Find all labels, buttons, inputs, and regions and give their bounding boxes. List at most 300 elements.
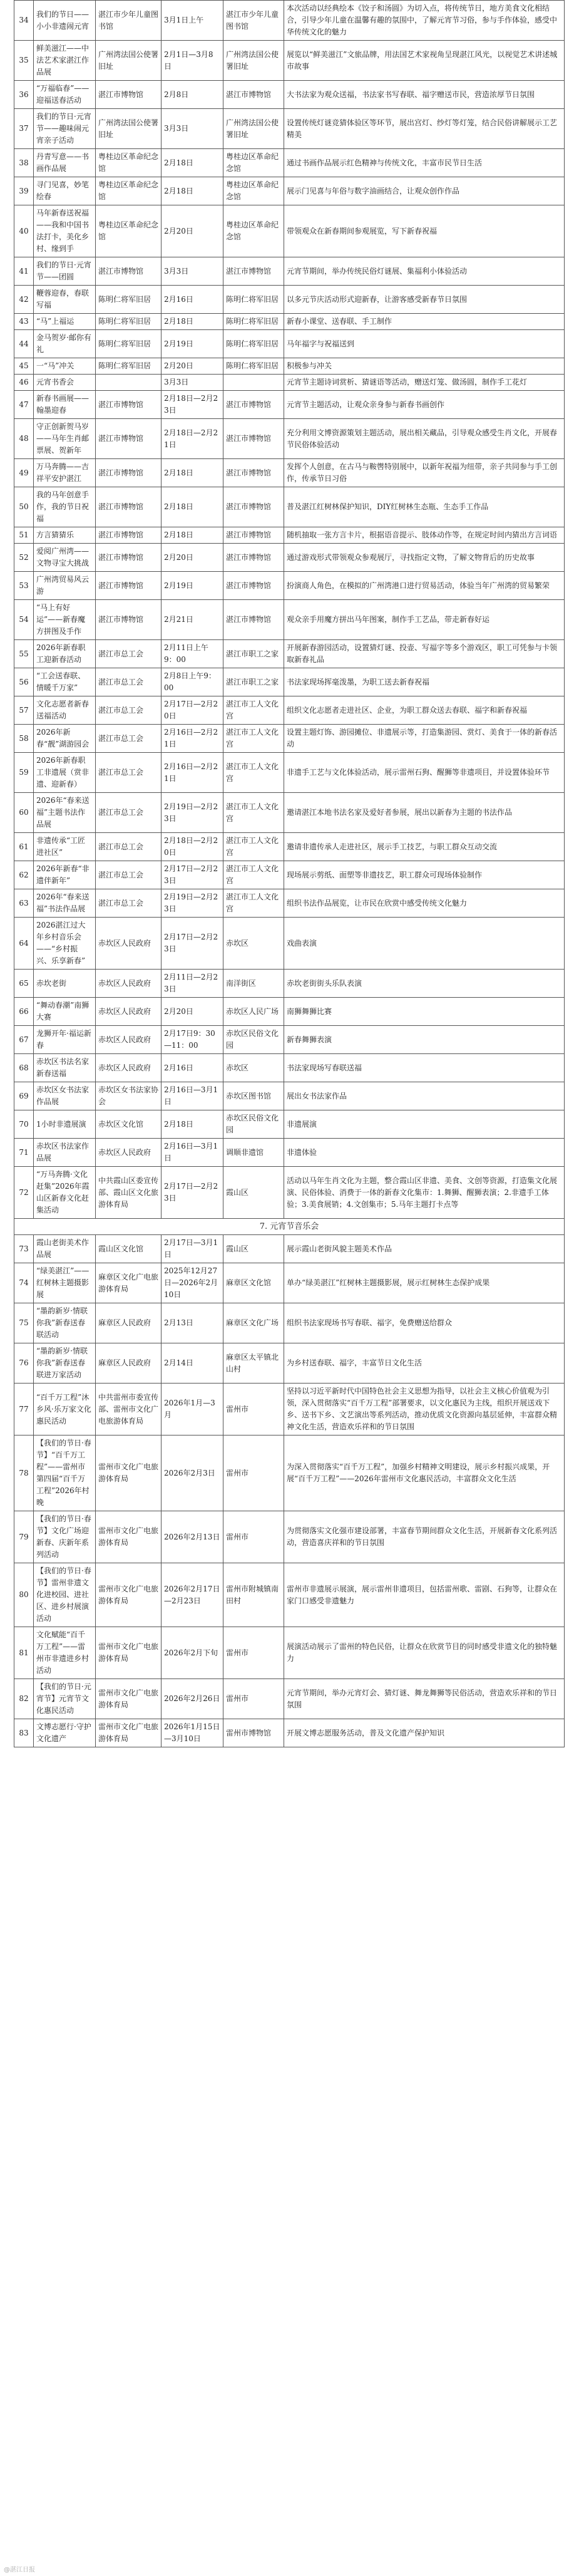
activity-content: 为乡村送春联、福字，丰富节日文化生活 (284, 1343, 565, 1384)
activity-name: 文化赋能“百千万工程”——雷州市非遗进乡村活动 (34, 1627, 96, 1679)
table-row (14, 1235, 565, 1263)
table-row (14, 753, 565, 793)
activity-venue: 雷州市附城镇南田村 (223, 1563, 284, 1627)
activity-name: 鲜美滋江——中法艺术家湛江作品展 (34, 41, 96, 81)
activity-name: 守正创新贺马岁——马年生肖邮票展、贺新年 (34, 419, 96, 459)
activity-venue: 湛江市博物馆 (223, 600, 284, 640)
row-number: 45 (14, 358, 34, 375)
organizer: 赤坎区人民政府 (96, 1026, 161, 1054)
table-row (14, 41, 565, 81)
activity-venue: 广州湾法国公使署旧址 (223, 109, 284, 149)
row-number: 38 (14, 149, 34, 177)
row-number: 44 (14, 330, 34, 358)
activity-name: “马”上福运 (34, 314, 96, 330)
table-row (14, 149, 565, 177)
row-number: 82 (14, 1679, 34, 1719)
organizer: 赤坎区人民政府 (96, 1054, 161, 1082)
organizer: 湛江市总工会 (96, 725, 161, 753)
table-row (14, 1054, 565, 1082)
activity-date: 2月8日 (161, 81, 223, 109)
organizer: 赤坎区女书法家协会 (96, 1082, 161, 1110)
organizer: 雷州市文化广电旅游体育局 (96, 1563, 161, 1627)
activity-date: 2月18日—2月23日 (161, 391, 223, 419)
activity-name: 万马奔腾——吉祥平安护湛江 (34, 459, 96, 487)
organizer: 粤桂边区革命纪念馆 (96, 205, 161, 257)
row-number: 65 (14, 970, 34, 998)
organizer: 湛江市博物馆 (96, 527, 161, 544)
activity-venue: 雷州市 (223, 1679, 284, 1719)
activity-name: 金马贺岁·邮你有礼 (34, 330, 96, 358)
row-number: 39 (14, 177, 34, 205)
organizer: 湛江市总工会 (96, 696, 161, 725)
activity-venue: 赤坎区 (223, 918, 284, 970)
organizer: 湛江市少年儿童图书馆 (96, 1, 161, 41)
activity-content: 元宵节主题活动，让观众亲身参与新春书画创作 (284, 391, 565, 419)
row-number: 66 (14, 998, 34, 1026)
table-row (14, 889, 565, 918)
activity-name: 2026年“春来送福”主题书法作品展 (34, 793, 96, 833)
organizer: 麻章区文化广电旅游体育局 (96, 1263, 161, 1303)
table-row (14, 1343, 565, 1384)
activity-date: 2月17日—2月23日 (161, 1167, 223, 1219)
row-number: 53 (14, 572, 34, 600)
row-number: 83 (14, 1719, 34, 1747)
activity-venue: 陈明仁将军旧居 (223, 286, 284, 314)
row-number: 74 (14, 1263, 34, 1303)
table-row (14, 257, 565, 286)
activity-date: 2月17日—2月20日 (161, 696, 223, 725)
activity-date: 2月19日 (161, 330, 223, 358)
activity-venue: 湛江市博物馆 (223, 257, 284, 286)
activity-content: 元宵节期间，举办元宵灯会、猜灯谜、舞龙舞狮等民俗活动，营造欢乐祥和的节日氛围 (284, 1679, 565, 1719)
activity-name: 鞭蓉迎春，春联写福 (34, 286, 96, 314)
activity-name: 丹青写意——书画作品展 (34, 149, 96, 177)
organizer: 赤坎区人民政府 (96, 998, 161, 1026)
organizer: 粤桂边区革命纪念馆 (96, 149, 161, 177)
organizer: 湛江市博物馆 (96, 257, 161, 286)
activity-venue: 湛江市博物馆 (223, 572, 284, 600)
activity-venue: 调顺非遗馆 (223, 1139, 284, 1167)
activity-table (14, 0, 565, 1747)
row-number: 78 (14, 1435, 34, 1511)
activity-name: 2026年新春职工迎新春活动 (34, 640, 96, 668)
activity-content: 邀请湛江本地书法名家及爱好者参展，展出以新春为主题的书法作品 (284, 793, 565, 833)
row-number: 43 (14, 314, 34, 330)
organizer: 麻章区人民政府 (96, 1343, 161, 1384)
activity-content: 活动以马年生肖文化为主题，整合霞山区非遗、美食、文创等资源，打造集文化展演、民俗体验、消费于一体的新春文化集市：1.舞狮、醒狮表演；2.非遗手工体验；3.美食展销；4.文创集市；5.马年主题打卡点等 (284, 1167, 565, 1219)
activity-date: 2025年12月27日—2026年2月10日 (161, 1263, 223, 1303)
activity-content: 设置主题灯饰、游园摊位、非遗展示等，打造集游园、赏灯、美食于一体的新春活动 (284, 725, 565, 753)
table-row (14, 970, 565, 998)
activity-date: 2月18日 (161, 314, 223, 330)
activity-content: 新春小课堂、送春联、手工制作 (284, 314, 565, 330)
table-row (14, 358, 565, 375)
row-number: 67 (14, 1026, 34, 1054)
activity-venue: 湛江市博物馆 (223, 391, 284, 419)
activity-date: 2月19日—2月23日 (161, 793, 223, 833)
activity-date: 3月1日上午 (161, 1, 223, 41)
table-row (14, 330, 565, 358)
table-row (14, 487, 565, 527)
activity-name: 赤坎老街 (34, 970, 96, 998)
organizer: 湛江市总工会 (96, 793, 161, 833)
activity-content: 大书法家为观众送福，书法家书写春联、福字赠送市民，营造浓厚节日氛围 (284, 81, 565, 109)
activity-content: 组织书法家现场书写春联、福字，免费赠送给群众 (284, 1303, 565, 1343)
activity-date: 2月18日—2月21日 (161, 419, 223, 459)
activity-content: 展示门见喜与年俗与数字油画结合，让观众创作作品 (284, 177, 565, 205)
row-number: 60 (14, 793, 34, 833)
organizer: 湛江市总工会 (96, 753, 161, 793)
activity-name: 我们的节日——小小非遗闹元宵 (34, 1, 96, 41)
section-title: 7. 元宵节音乐会 (14, 1219, 565, 1235)
row-number: 62 (14, 861, 34, 889)
activity-venue: 赤坎区人民广场 (223, 998, 284, 1026)
section-row (14, 1219, 565, 1235)
activity-name: 龙狮开年·福运新春 (34, 1026, 96, 1054)
activity-name: 1小时非遗展演 (34, 1110, 96, 1139)
activity-venue: 粤桂边区革命纪念馆 (223, 149, 284, 177)
activity-content: 展演活动展示了雷州的特色民俗，让群众在欣赏节目的同时感受非遗文化的独特魅力 (284, 1627, 565, 1679)
row-number: 41 (14, 257, 34, 286)
activity-venue: 湛江市工人文化宫 (223, 833, 284, 861)
row-number: 61 (14, 833, 34, 861)
activity-venue: 麻章区文化广场 (223, 1303, 284, 1343)
organizer: 中共雷州市委宣传部、雷州市文化广电旅游体育局 (96, 1384, 161, 1435)
activity-name: 一“马”冲关 (34, 358, 96, 375)
activity-venue: 湛江市少年儿童图书馆 (223, 1, 284, 41)
activity-date: 2月11日—2月23日 (161, 970, 223, 998)
activity-content: 坚持以习近平新时代中国特色社会主义思想为指导，以社会主义核心价值观为引领，深入贯彻落实“百千万工程”部署要求，以文化惠民为主线，组织开展送戏下乡、送书下乡、文艺演出等系列活动，推动优质文化资源向基层延伸，丰富群众精神文化生活，营造欢乐祥和的节日氛围 (284, 1384, 565, 1435)
activity-venue: 赤坎区图书馆 (223, 1082, 284, 1110)
activity-date: 2月20日 (161, 358, 223, 375)
table-row (14, 833, 565, 861)
table-row (14, 1435, 565, 1511)
organizer: 广州湾法国公使署旧址 (96, 41, 161, 81)
activity-venue: 粤桂边区革命纪念馆 (223, 205, 284, 257)
activity-content: 书法家现场写春联送福 (284, 1054, 565, 1082)
activity-date: 2月18日 (161, 149, 223, 177)
activity-name: “墨韵新岁·情联你我”新春送春联进万家活动 (34, 1343, 96, 1384)
organizer: 霞山区文化馆 (96, 1235, 161, 1263)
activity-venue: 湛江市工人文化宫 (223, 861, 284, 889)
activity-name: “工会送春联、情暖千万家” (34, 668, 96, 696)
organizer: 湛江市博物馆 (96, 419, 161, 459)
activity-name: 2026年新春“靓”湖游园会 (34, 725, 96, 753)
organizer: 陈明仁将军旧居 (96, 330, 161, 358)
activity-content: 扮演商人角色，在模拟的广州湾港口进行贸易活动，体验当年广州湾的贸易繁荣 (284, 572, 565, 600)
activity-venue: 湛江市博物馆 (223, 527, 284, 544)
activity-date: 2月18日 (161, 527, 223, 544)
activity-date: 3月3日 (161, 257, 223, 286)
organizer: 湛江市总工会 (96, 861, 161, 889)
activity-name: 【我们的节日·春节】文化广场迎新春、庆新年系列活动 (34, 1511, 96, 1563)
activity-content: 展示霞山老街风貌主题美术作品 (284, 1235, 565, 1263)
activity-content: 组织文化志愿者走进社区、企业，为职工群众送去春联、福字和新春祝福 (284, 696, 565, 725)
table-row (14, 1384, 565, 1435)
activity-content: 带领观众在新春期间参观展览，写下新春祝福 (284, 205, 565, 257)
table-row (14, 1139, 565, 1167)
organizer: 雷州市文化广电旅游体育局 (96, 1719, 161, 1747)
activity-date: 2月16日 (161, 286, 223, 314)
organizer: 湛江市博物馆 (96, 391, 161, 419)
activity-date: 2026年1月15日—3月10日 (161, 1719, 223, 1747)
row-number: 75 (14, 1303, 34, 1343)
activity-content: 赤坎老街街头乐队表演 (284, 970, 565, 998)
activity-venue: 陈明仁将军旧居 (223, 314, 284, 330)
activity-date: 3月3日 (161, 375, 223, 391)
activity-date: 2月14日 (161, 1343, 223, 1384)
organizer: 湛江市总工会 (96, 889, 161, 918)
table-row (14, 918, 565, 970)
row-number: 64 (14, 918, 34, 970)
activity-venue: 湛江市工人文化宫 (223, 889, 284, 918)
row-number: 80 (14, 1563, 34, 1627)
activity-date: 2026年2月17日—2月23日 (161, 1563, 223, 1627)
row-number: 42 (14, 286, 34, 314)
row-number: 51 (14, 527, 34, 544)
activity-name: 赤坎区书法名家新春送福 (34, 1054, 96, 1082)
organizer: 陈明仁将军旧居 (96, 358, 161, 375)
activity-date: 2026年2月13日 (161, 1511, 223, 1563)
table-row (14, 793, 565, 833)
activity-venue: 赤坎区民俗文化园 (223, 1026, 284, 1054)
organizer: 雷州市文化广电旅游体育局 (96, 1679, 161, 1719)
table-row (14, 600, 565, 640)
table-row (14, 1679, 565, 1719)
activity-content: 发挥个人创意，在古马与鞍辔特别展中，以新年祝福为纽带，亲子共同参与手工创作，传承节日习俗 (284, 459, 565, 487)
table-row (14, 1511, 565, 1563)
activity-venue: 湛江市职工之家 (223, 640, 284, 668)
activity-name: 2026年“春来送福”书法作品展 (34, 889, 96, 918)
activity-name: 文化志愿者新春送福活动 (34, 696, 96, 725)
organizer: 雷州市文化广电旅游体育局 (96, 1435, 161, 1511)
activity-venue: 湛江市工人文化宫 (223, 725, 284, 753)
row-number: 81 (14, 1627, 34, 1679)
table-row (14, 459, 565, 487)
activity-content: 元宵节主题诗词赏析、猜谜语等活动，赠送灯笼、做汤圆，制作手工花灯 (284, 375, 565, 391)
activity-venue: 湛江市博物馆 (223, 81, 284, 109)
activity-content: 书法家现场挥毫泼墨，为职工送去新春祝福 (284, 668, 565, 696)
row-number: 79 (14, 1511, 34, 1563)
table-row (14, 696, 565, 725)
organizer: 赤坎区文化馆 (96, 1110, 161, 1139)
organizer: 湛江市博物馆 (96, 572, 161, 600)
activity-name: 【我们的节日·元宵节】元宵节文化惠民活动 (34, 1679, 96, 1719)
row-number: 34 (14, 1, 34, 41)
activity-date: 2月18日 (161, 177, 223, 205)
row-number: 63 (14, 889, 34, 918)
activity-date: 2月18日 (161, 487, 223, 527)
table-row (14, 861, 565, 889)
organizer: 湛江市博物馆 (96, 544, 161, 572)
organizer: 湛江市博物馆 (96, 81, 161, 109)
activity-name: 我的马年创意手作，我的节日祝福 (34, 487, 96, 527)
activity-date: 2月20日 (161, 998, 223, 1026)
activity-date: 2月20日 (161, 544, 223, 572)
activity-name: 2026年新春“非遗伴新年” (34, 861, 96, 889)
table-row (14, 572, 565, 600)
table-row (14, 375, 565, 391)
row-number: 56 (14, 668, 34, 696)
activity-venue: 麻章区太平镇北山村 (223, 1343, 284, 1384)
activity-name: 赤坎区书法家作品展 (34, 1139, 96, 1167)
row-number: 77 (14, 1384, 34, 1435)
activity-name: 寻门见喜，妙笔绘春 (34, 177, 96, 205)
activity-venue: 南洋街区 (223, 970, 284, 998)
activity-content: 开展新春游园活动，设置猜灯谜、投壶、写福字等多个游戏区，职工可凭参与卡领取新春礼品 (284, 640, 565, 668)
row-number: 59 (14, 753, 34, 793)
activity-name: 我们的节日·元宵节——趣味闹元宵亲子活动 (34, 109, 96, 149)
activity-date: 2月18日—2月20日 (161, 833, 223, 861)
activity-date: 2月21日 (161, 600, 223, 640)
activity-content: 展览以“鲜美滋江”文旅品牌，用法国艺术家视角呈现湛江风光，以视觉艺术讲述城市故事 (284, 41, 565, 81)
document-page (14, 0, 565, 1747)
activity-content: 观众亲手用魔方拼出马年图案，制作手工艺品，带走新春好运 (284, 600, 565, 640)
activity-name: “墨韵新岁·情联你我”新春送春联活动 (34, 1303, 96, 1343)
activity-content: 组织书法作品展览，让市民在欣赏中感受传统文化魅力 (284, 889, 565, 918)
table-row (14, 314, 565, 330)
table-row (14, 1263, 565, 1303)
activity-date: 2026年1月—3月 (161, 1384, 223, 1435)
activity-name: 2026年新春职工非遗展（赏非遗、迎新春） (34, 753, 96, 793)
activity-venue (223, 375, 284, 391)
organizer (96, 375, 161, 391)
activity-venue: 雷州市 (223, 1627, 284, 1679)
row-number: 48 (14, 419, 34, 459)
activity-date: 2月16日—2月21日 (161, 725, 223, 753)
table-row (14, 725, 565, 753)
activity-content: 充分利用文博资源策划主题活动，展出相关藏品，引导观众感受生肖文化，开展春节民俗体验活动 (284, 419, 565, 459)
watermark: @湛江日报 (4, 2567, 35, 2573)
activity-content: 非遗体验 (284, 1139, 565, 1167)
row-number: 50 (14, 487, 34, 527)
activity-venue: 陈明仁将军旧居 (223, 358, 284, 375)
table-row (14, 998, 565, 1026)
activity-venue: 湛江市职工之家 (223, 668, 284, 696)
activity-content: 南狮舞狮比赛 (284, 998, 565, 1026)
row-number: 71 (14, 1139, 34, 1167)
activity-name: 爱阅广州湾——文物寻宝大挑战 (34, 544, 96, 572)
activity-name: “舞动春潮”南狮大赛 (34, 998, 96, 1026)
table-row (14, 419, 565, 459)
activity-venue: 霞山区 (223, 1235, 284, 1263)
activity-name: “万福临春”——迎福送春活动 (34, 81, 96, 109)
activity-content: 新春舞狮表演 (284, 1026, 565, 1054)
activity-content: 单办“绿美湛江”红树林主题摄影展，展示红树林生态保护成果 (284, 1263, 565, 1303)
row-number: 70 (14, 1110, 34, 1139)
activity-content: 现场展示剪纸、面塑等非遗技艺，职工群众可现场体验制作 (284, 861, 565, 889)
activity-name: 【我们的节日·春节】“百千万工程”——雷州市第四届“百千万工程”2026年村晚 (34, 1435, 96, 1511)
organizer: 湛江市总工会 (96, 833, 161, 861)
activity-content: 展出女书法家作品 (284, 1082, 565, 1110)
organizer: 湛江市总工会 (96, 640, 161, 668)
activity-name: 赤坎区女书法家作品展 (34, 1082, 96, 1110)
activity-content: 设置传统灯谜竞猜体验区等环节，展出宫灯、纱灯等灯笼，结合民俗讲解展示工艺精美 (284, 109, 565, 149)
activity-date: 2月17日—2月23日 (161, 918, 223, 970)
activity-name: 马年新春送祝福——我和中国书法打卡，美化乡村、缘到手 (34, 205, 96, 257)
activity-venue: 雷州市博物馆 (223, 1719, 284, 1747)
activity-venue: 湛江市工人文化宫 (223, 793, 284, 833)
table-row (14, 1303, 565, 1343)
organizer: 雷州市文化广电旅游体育局 (96, 1511, 161, 1563)
activity-content: 为贯彻落实文化强市建设部署，丰富春节期间群众文化生活，开展新春文化系列活动，营造喜庆祥和的节日氛围 (284, 1511, 565, 1563)
row-number: 52 (14, 544, 34, 572)
activity-venue: 湛江市工人文化宫 (223, 753, 284, 793)
table-row (14, 1082, 565, 1110)
table-row (14, 1110, 565, 1139)
activity-content: 随机抽取一张方言卡片，根据语音提示、肢体动作等，在规定时间内猜出方言词语 (284, 527, 565, 544)
organizer: 湛江市总工会 (96, 668, 161, 696)
table-row (14, 391, 565, 419)
table-row (14, 544, 565, 572)
activity-date: 2月18日 (161, 459, 223, 487)
row-number: 37 (14, 109, 34, 149)
activity-content: 邀请非遗传承人走进社区，展示手工技艺，与职工群众互动交流 (284, 833, 565, 861)
activity-date: 2月20日 (161, 205, 223, 257)
activity-name: 霞山老街美术作品展 (34, 1235, 96, 1263)
activity-content: 通过书画作品展示红色精神与传统文化，丰富市民节日生活 (284, 149, 565, 177)
activity-venue: 湛江市博物馆 (223, 544, 284, 572)
activity-date: 2月1日—3月8日 (161, 41, 223, 81)
activity-name: 方言猜猜乐 (34, 527, 96, 544)
activity-date: 2月19日 (161, 572, 223, 600)
table-row (14, 668, 565, 696)
organizer: 麻章区人民政府 (96, 1303, 161, 1343)
activity-content: 元宵节期间，举办传统民俗灯谜展、集福利小体验活动 (284, 257, 565, 286)
activity-venue: 霞山区 (223, 1167, 284, 1219)
activity-table-body (14, 1, 565, 1747)
table-row (14, 527, 565, 544)
organizer: 湛江市博物馆 (96, 600, 161, 640)
activity-venue: 雷州市 (223, 1384, 284, 1435)
activity-venue: 湛江市工人文化宫 (223, 696, 284, 725)
organizer: 陈明仁将军旧居 (96, 286, 161, 314)
activity-name: 非遗传承“工匠进社区” (34, 833, 96, 861)
activity-venue: 湛江市博物馆 (223, 419, 284, 459)
table-row (14, 1167, 565, 1219)
activity-content: 以多元节庆活动形式迎新春，让游客感受新春节日氛围 (284, 286, 565, 314)
activity-date: 2月13日 (161, 1303, 223, 1343)
row-number: 55 (14, 640, 34, 668)
organizer: 广州湾法国公使署旧址 (96, 109, 161, 149)
activity-content: 开展文博志愿服务活动，普及文化遗产保护知识 (284, 1719, 565, 1747)
activity-date: 2026年2月3日 (161, 1435, 223, 1511)
activity-name: 【我们的节日·春节】雷州非遗文化进校园、进社区、进乡村展演活动 (34, 1563, 96, 1627)
row-number: 54 (14, 600, 34, 640)
activity-name: “马上有好运”——新春魔方拼图及手作 (34, 600, 96, 640)
organizer: 雷州市文化广电旅游体育局 (96, 1627, 161, 1679)
organizer: 粤桂边区革命纪念馆 (96, 177, 161, 205)
activity-date: 2月16日 (161, 1054, 223, 1082)
activity-content: 马年福字与祝福送到 (284, 330, 565, 358)
table-row (14, 1, 565, 41)
row-number: 69 (14, 1082, 34, 1110)
activity-content: 戏曲表演 (284, 918, 565, 970)
activity-name: “万马奔腾·文化赶集”2026年霞山区新春文化赶集活动 (34, 1167, 96, 1219)
activity-date: 2月17日—3月1日 (161, 1235, 223, 1263)
row-number: 68 (14, 1054, 34, 1082)
activity-content: 本次活动以经典绘本《饺子和汤圆》为切入点，将传统节日，地方美食文化相结合，引导少年儿童在温馨有趣的氛围中，了解元宵节习俗，参与手作体验，感受中华传统文化的魅力 (284, 1, 565, 41)
activity-venue: 湛江市博物馆 (223, 487, 284, 527)
table-row (14, 1563, 565, 1627)
activity-content: 非遗手工艺与文化体验活动，展示雷州石狗、醒狮等非遗项目，并设置体验环节 (284, 753, 565, 793)
activity-venue: 广州湾法国公使署旧址 (223, 41, 284, 81)
activity-venue: 麻章区文化馆 (223, 1263, 284, 1303)
activity-venue: 陈明仁将军旧居 (223, 330, 284, 358)
table-row (14, 1627, 565, 1679)
activity-name: “百千万工程”沐乡风·乐万家文化惠民活动 (34, 1384, 96, 1435)
organizer: 赤坎区人民政府 (96, 918, 161, 970)
